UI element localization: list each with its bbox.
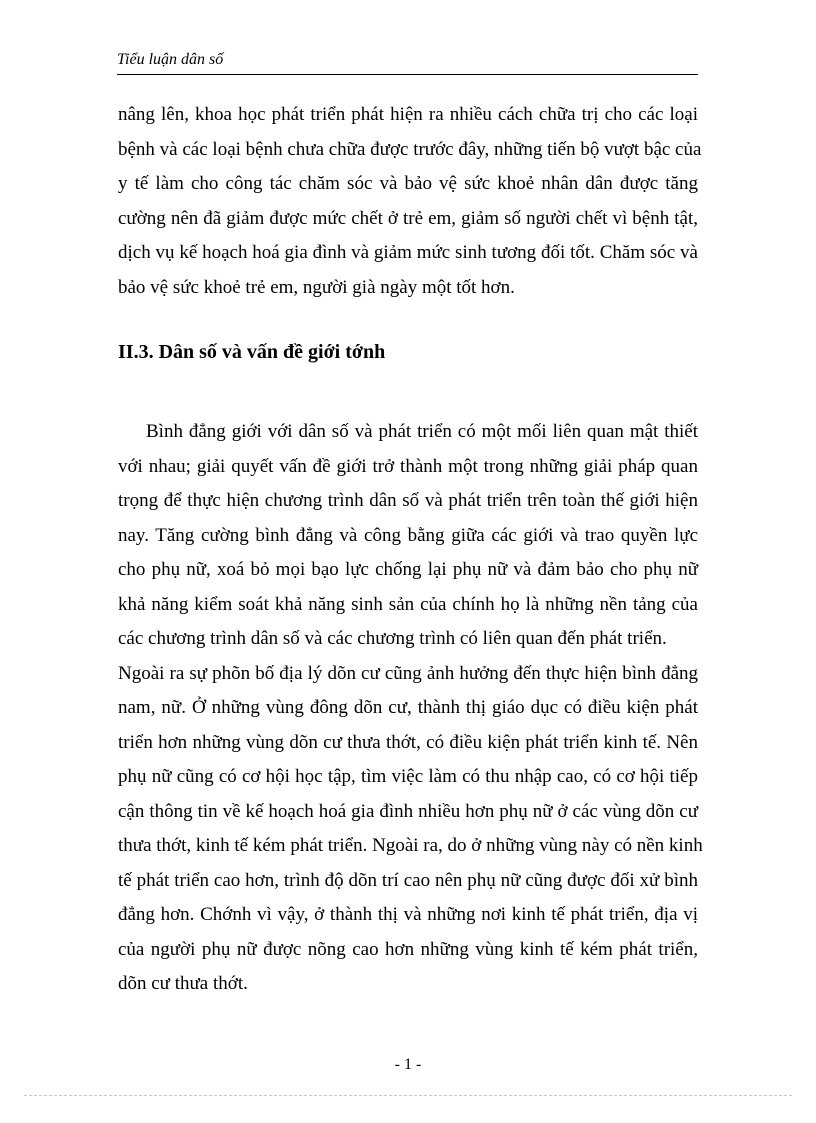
paragraph-line: y tế làm cho công tác chăm sóc và bảo vệ sức khoẻ nhân dân được tăng [118, 173, 698, 194]
paragraph-line: tế phát triển cao hơn, trình độ dõn trí cao nên phụ nữ cũng được đối xử bình [118, 869, 698, 891]
page-header [117, 48, 698, 75]
paragraph-line: Ngoài ra sự phõn bố địa lý dõn cư cũng ảnh hưởng đến thực hiện bình đẳng [118, 662, 698, 684]
page-number: - 1 - [394, 1056, 422, 1073]
paragraph-line: bệnh và các loại bệnh chưa chữa được trước đây, những tiến bộ vượt bậc của [118, 138, 702, 160]
section-heading: II.3. Dân số và vấn đề giới tớnh [118, 341, 386, 363]
paragraph-line: với nhau; giải quyết vấn đề giới trở thành một trong những giải pháp quan [118, 455, 698, 477]
paragraph-line: nay. Tăng cường bình đẳng và công bằng giữa các giới và trao quyền lực [118, 524, 698, 546]
paragraph-line: các chương trình dân số và các chương trình có liên quan đến phát triển. [118, 628, 667, 649]
paragraph-2 [118, 415, 703, 1002]
paragraph-line: khả năng kiểm soát khả năng sinh sản của chính họ là những nền tảng của [118, 593, 698, 615]
paragraph-line: Bình đẳng giới với dân số và phát triển có một mối liên quan mật thiết [146, 421, 698, 442]
paragraph-line: nam, nữ. Ở những vùng đông dõn cư, thành thị giáo dục có điều kiện phát [118, 697, 698, 718]
paragraph-line: dịch vụ kế hoạch hoá gia đình và giảm mức sinh tương đối tốt. Chăm sóc và [118, 242, 698, 263]
page-bottom-divider [24, 1095, 792, 1096]
paragraph-line: trọng để thực hiện chương trình dân số và phát triển trên toàn thế giới hiện [118, 490, 698, 511]
paragraph-line: thưa thớt, kinh tế kém phát triển. Ngoài ra, do ở những vùng này có nền kinh [118, 835, 703, 856]
paragraph-line: phụ nữ cũng có cơ hội học tập, tìm việc làm có thu nhập cao, có cơ hội tiếp [118, 766, 698, 787]
paragraph-line: triển hơn những vùng dõn cư thưa thớt, có điều kiện phát triển kinh tế. Nên [118, 731, 698, 753]
paragraph-line: cận thông tin về kế hoạch hoá gia đình nhiều hơn phụ nữ ở các vùng dõn cư [118, 800, 698, 822]
paragraph-line: bảo vệ sức khoẻ trẻ em, người già ngày một tốt hơn. [118, 276, 515, 298]
paragraph-line: dõn cư thưa thớt. [118, 973, 248, 994]
paragraph-line: cho phụ nữ, xoá bỏ mọi bạo lực chống lại phụ nữ và đảm bảo cho phụ nữ [118, 559, 698, 580]
paragraph-line: của người phụ nữ được nõng cao hơn những vùng kinh tế kém phát triển, [118, 938, 698, 960]
paragraph-line: cường nên đã giảm được mức chết ở trẻ em, giảm số người chết vì bệnh tật, [118, 207, 698, 229]
header-title: Tiểu luận dân số [117, 51, 224, 68]
paragraph-line: nâng lên, khoa học phát triển phát hiện ra nhiều cách chữa trị cho các loại [118, 104, 698, 125]
paragraph-line: đẳng hơn. Chớnh vì vậy, ở thành thị và những nơi kinh tế phát triển, địa vị [118, 904, 698, 925]
paragraph-1 [118, 98, 702, 305]
